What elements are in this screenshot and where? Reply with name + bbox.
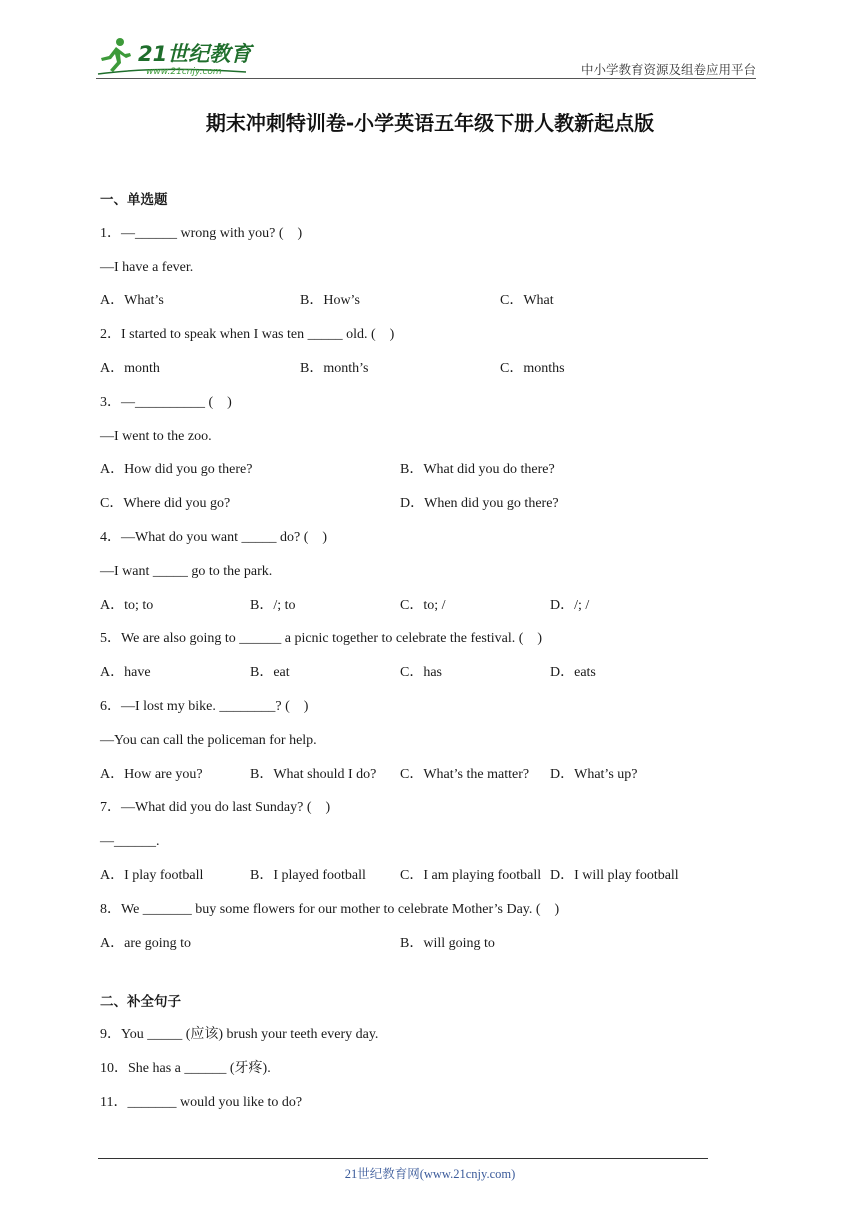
question-6-options (100, 765, 720, 785)
question-9-stem: 9．You _____ (应该) brush your teeth every day. (100, 1027, 379, 1043)
question-11-stem: 11．_______ would you like to do? (100, 1094, 303, 1110)
option-c: C．to; / (400, 597, 446, 613)
option-a: A．are going to (100, 935, 191, 951)
question-3-options-row-1 (100, 460, 720, 480)
question-3-options-row-2 (100, 494, 720, 514)
option-a: A．to; to (100, 597, 154, 613)
question-10-stem: 10．She has a ______ (牙疼). (100, 1061, 271, 1077)
option-a: A．month (100, 360, 160, 376)
option-d: D．When did you go there? (400, 496, 559, 512)
option-b: B．month’s (300, 360, 369, 376)
question-1-options (100, 291, 720, 311)
question-5-options (100, 663, 720, 683)
option-a: A．I play football (100, 867, 204, 883)
question-5-stem: 5．We are also going to ______ a picnic together to celebrate the festival. ( ) (100, 631, 543, 647)
option-c: C．Where did you go? (100, 496, 231, 512)
question-7-options (100, 866, 720, 886)
section-heading-complete-sentences: 二、补全句子 (100, 993, 181, 1010)
option-d: D．What’s up? (550, 766, 638, 782)
header-divider (96, 78, 756, 79)
runner-logo-icon (96, 36, 258, 78)
logo-url-text: www.21cnjy.com (146, 67, 222, 77)
question-2-options (100, 359, 720, 379)
option-c: C．What’s the matter? (400, 766, 530, 782)
question-3-stem: 3．—__________ ( ) (100, 394, 232, 410)
option-b: B．I played football (250, 867, 366, 883)
footer-divider (98, 1158, 708, 1159)
question-2-stem: 2．I started to speak when I was ten _____ old. ( ) (100, 327, 395, 343)
question-1-stem: 1．—______ wrong with you? ( ) (100, 225, 303, 241)
question-8-options (100, 934, 720, 954)
site-logo (96, 36, 258, 78)
option-d: D．eats (550, 665, 596, 681)
option-a: A．What’s (100, 293, 164, 309)
option-a: A．How are you? (100, 766, 203, 782)
option-b: B．What should I do? (250, 766, 377, 782)
option-b: B．How’s (300, 293, 360, 309)
question-4-options (100, 596, 720, 616)
option-d: D．/; / (550, 597, 590, 613)
question-4-stem: 4．—What do you want _____ do? ( ) (100, 529, 328, 545)
question-1-answer-line: —I have a fever. (100, 259, 194, 275)
logo-main-text: 21世纪教育 (138, 42, 252, 66)
option-c: C．months (500, 360, 565, 376)
option-a: A．have (100, 665, 151, 681)
question-6-answer-line: —You can call the policeman for help. (100, 732, 317, 748)
document-body (100, 190, 720, 1127)
footer-link[interactable]: 21世纪教育网(www.21cnjy.com) (344, 1167, 516, 1181)
option-c: C．I am playing football (400, 867, 542, 883)
option-b: B．What did you do there? (400, 462, 555, 478)
option-c: C．has (400, 665, 442, 681)
document-title: 期末冲刺特训卷-小学英语五年级下册人教新起点版 (205, 111, 655, 135)
question-8-stem: 8．We _______ buy some flowers for our mother to celebrate Mother’s Day. ( ) (100, 901, 560, 917)
question-3-answer-line: —I went to the zoo. (100, 428, 212, 444)
option-b: B．/; to (250, 597, 296, 613)
question-4-answer-line: —I want _____ go to the park. (100, 563, 273, 579)
section-heading-single-choice: 一、单选题 (100, 192, 168, 208)
question-7-answer-line: —______. (100, 834, 160, 850)
header-tagline: 中小学教育资源及组卷应用平台 (580, 63, 756, 77)
question-6-stem: 6．—I lost my bike. ________? ( ) (100, 698, 309, 714)
option-b: B．eat (250, 665, 290, 681)
question-7-stem: 7．—What did you do last Sunday? ( ) (100, 800, 331, 816)
option-d: D．I will play football (550, 867, 679, 883)
option-b: B．will going to (400, 935, 495, 951)
option-c: C．What (500, 293, 554, 309)
option-a: A．How did you go there? (100, 462, 253, 478)
